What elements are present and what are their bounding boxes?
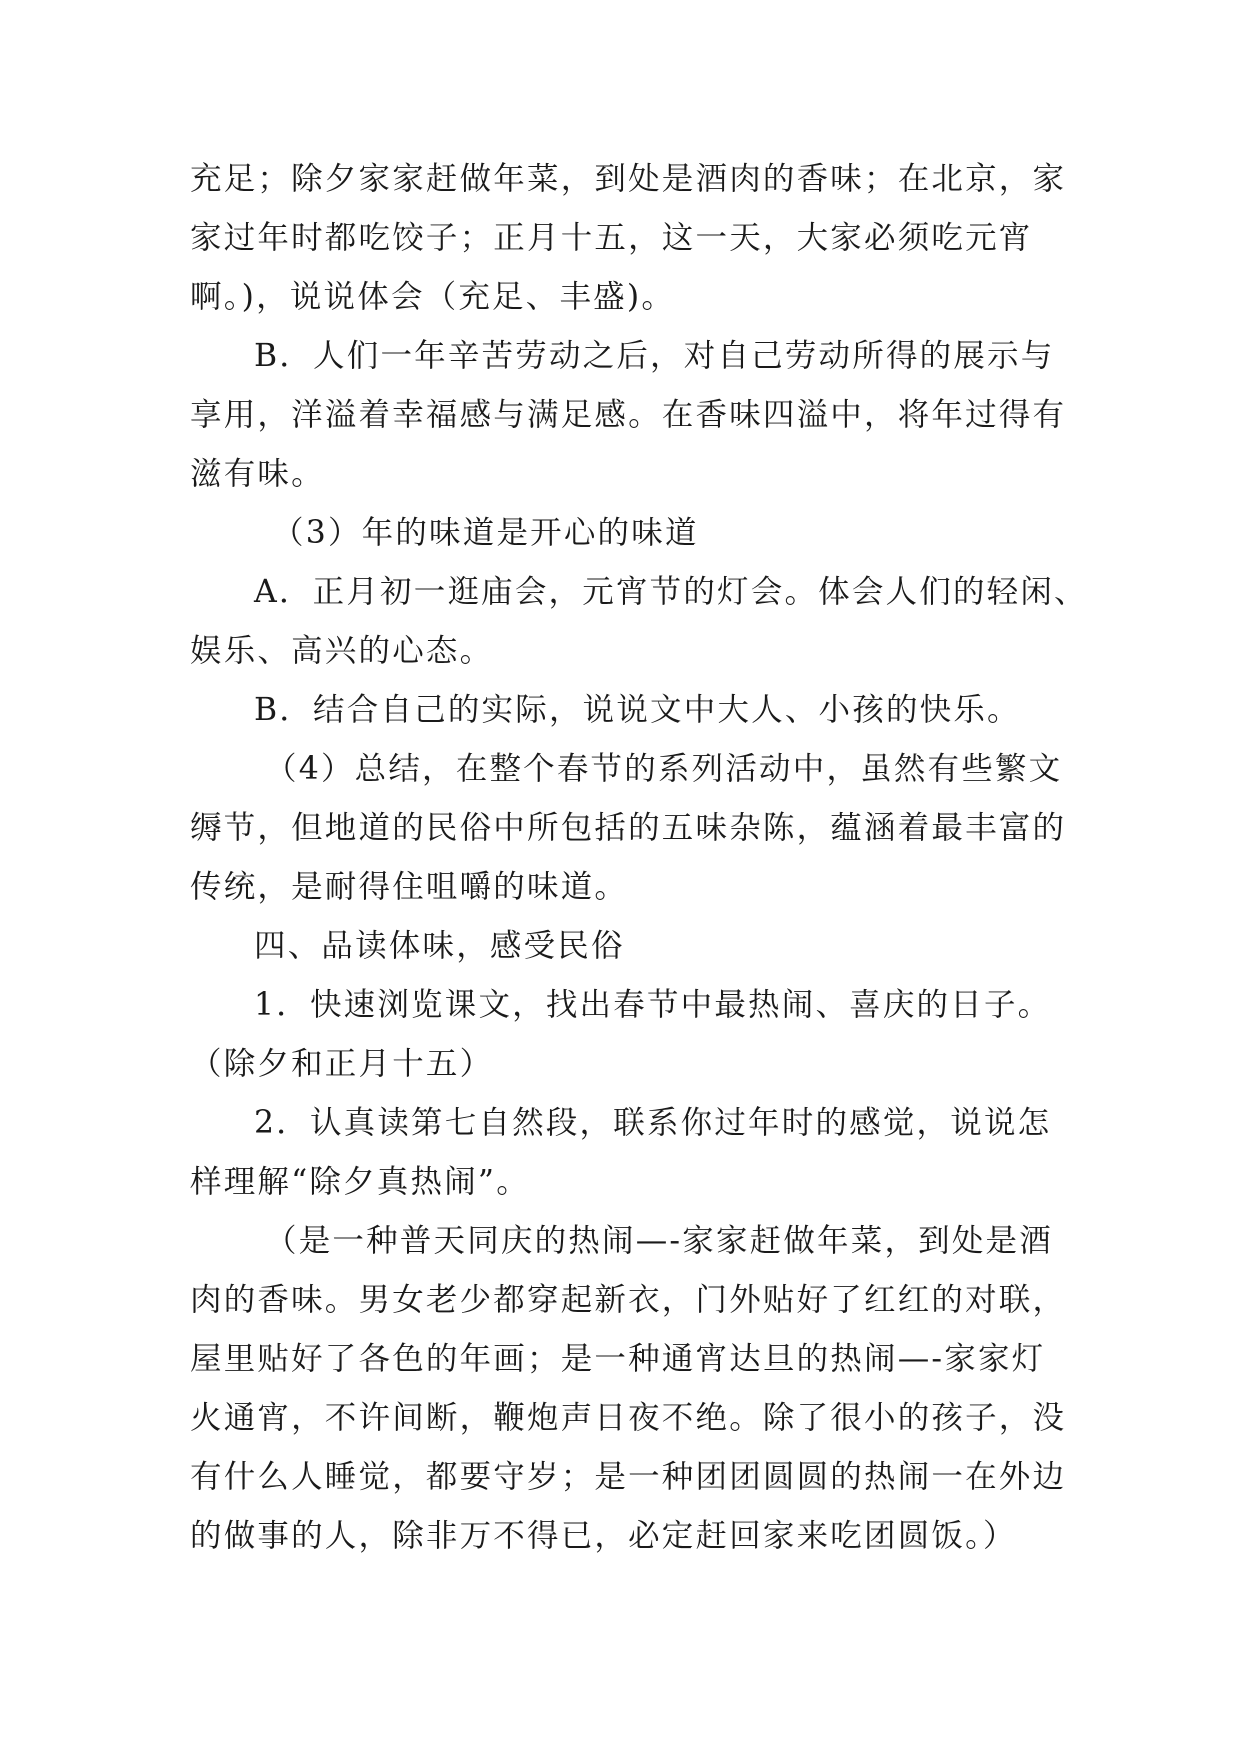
text-line: 屋里贴好了各色的年画；是一种通宵达旦的热闹—-家家灯 (190, 1341, 1046, 1377)
text-line: （是一种普天同庆的热闹—-家家赶做年菜，到处是酒 (265, 1223, 1053, 1259)
text-line: 家过年时都吃饺子；正月十五，这一天，大家必须吃元宵 (190, 220, 1033, 256)
text-line: 充足；除夕家家赶做年菜，到处是酒肉的香味；在北京，家 (190, 161, 1067, 197)
text-line: 肉的香味。男女老少都穿起新衣，门外贴好了红红的对联， (190, 1282, 1067, 1318)
text-line: 有什么人睡觉，都要守岁；是一种团团圆圆的热闹一在外边 (190, 1459, 1067, 1495)
section-heading: （3）年的味道是开心的味道 (272, 515, 699, 551)
text-line: （除夕和正月十五） (190, 1046, 494, 1082)
text-line: 啊。)，说说体会（充足、丰盛)。 (190, 279, 676, 315)
text-line: 样理解“除夕真热闹”。 (190, 1164, 530, 1200)
text-line: 2．认真读第七自然段，联系你过年时的感觉，说说怎 (254, 1105, 1052, 1141)
text-line: B．人们一年辛苦劳动之后，对自己劳动所得的展示与 (254, 338, 1055, 374)
text-line: 火通宵，不许间断，鞭炮声日夜不绝。除了很小的孩子，没 (190, 1400, 1067, 1436)
text-line: B．结合自己的实际，说说文中大人、小孩的快乐。 (254, 692, 1021, 728)
section-heading: 四、品读体味，感受民俗 (254, 928, 625, 964)
text-line: 传统，是耐得住咀嚼的味道。 (190, 869, 629, 905)
text-line: 缛节，但地道的民俗中所包括的五味杂陈，蕴涵着最丰富的 (190, 810, 1067, 846)
text-line: 享用，洋溢着幸福感与满足感。在香味四溢中，将年过得有 (190, 397, 1067, 433)
text-line: A．正月初一逛庙会，元宵节的灯会。体会人们的轻闲、 (254, 574, 1088, 610)
text-line: 1．快速浏览课文，找出春节中最热闹、喜庆的日子。 (254, 987, 1052, 1023)
text-line: 娱乐、高兴的心态。 (190, 633, 494, 669)
text-line: （4）总结，在整个春节的系列活动中，虽然有些繁文 (265, 751, 1063, 787)
text-line: 的做事的人，除非万不得已，必定赶回家来吃团圆饭。） (190, 1518, 1017, 1554)
text-line: 滋有味。 (190, 456, 325, 492)
document-body (190, 150, 1088, 1566)
